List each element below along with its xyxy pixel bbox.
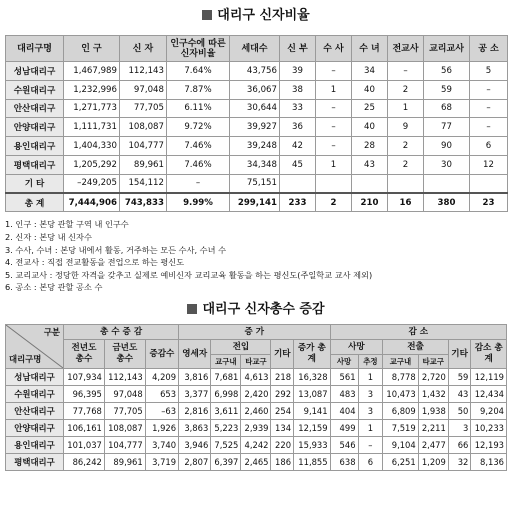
table-cell [316,174,352,193]
table-row [6,80,508,99]
vicariate-name-cell: 성남대리구 [6,62,64,81]
table-cell: 28 [352,137,388,156]
table-cell: 1,432 [418,386,448,403]
table-cell: – [316,62,352,81]
table-cell: 39 [280,62,316,81]
table-cell: 186 [271,454,294,471]
table-cell: 546 [330,437,358,454]
table-cell: 3 [358,386,383,403]
table-cell: 1 [388,99,424,118]
section1-title: 대리구 신자비율 [0,6,512,26]
table-cell: 30,644 [230,99,280,118]
table-cell: 1,232,996 [64,80,120,99]
header-estimated: 추정 [358,355,383,369]
table-cell: 2 [388,155,424,174]
table-header-row [6,325,507,340]
header-increase-total: 증가 총계 [294,340,331,369]
note-item: 3. 수사, 수녀 : 본당 내에서 활동, 거주하는 모든 수사, 수녀 수 [5,244,227,255]
table-cell: – [470,118,508,137]
table-cell: – [388,62,424,81]
table-cell: 16,328 [294,369,331,386]
table-cell: 1 [358,369,383,386]
table-cell: 1,404,330 [64,137,120,156]
vicariate-name-cell: 용인대리구 [6,137,64,156]
note-item: 1. 인구 : 본당 관할 구역 내 인구수 [5,219,129,230]
table-cell: 2 [388,137,424,156]
table-cell: 2,477 [418,437,448,454]
header-cell: 인 구 [64,36,120,62]
table-cell: 34,348 [230,155,280,174]
header-other: 기타 [448,340,471,369]
table-cell: – [316,118,352,137]
table-cell: 50 [448,403,471,420]
table-cell: – [470,80,508,99]
table-cell: 97,048 [104,386,145,403]
table-cell: – [167,174,230,193]
table-cell: 89,961 [104,454,145,471]
table-cell: 220 [271,437,294,454]
table-cell: 36,067 [230,80,280,99]
table-cell: 45 [280,155,316,174]
table-cell: 77,768 [64,403,105,420]
table-cell: 6,251 [383,454,418,471]
table-cell: 112,143 [104,369,145,386]
table-cell: 1,111,731 [64,118,120,137]
table-cell: 9,104 [383,437,418,454]
header-in-diocese: 교구내 [211,355,241,369]
notes [5,218,512,298]
header-cell: 대리구명 [6,36,64,62]
header-other: 기타 [271,340,294,369]
table-cell: 97,048 [120,80,167,99]
table-cell [280,174,316,193]
table-cell: 33 [280,99,316,118]
table-cell: 1 [316,155,352,174]
table-cell: 6 [470,137,508,156]
table-cell: 40 [352,118,388,137]
table-cell: 299,141 [230,193,280,212]
table-cell: 68 [424,99,470,118]
table-cell: 77,705 [104,403,145,420]
table-cell: 1,938 [418,403,448,420]
table-cell: 1 [316,80,352,99]
table-cell: 404 [330,403,358,420]
table-cell: – [470,99,508,118]
table-cell: 499 [330,420,358,437]
header-cell: 세대수 [230,36,280,62]
table-cell: 2 [388,80,424,99]
table-cell: –249,205 [64,174,120,193]
vicariate-name-cell: 용인대리구 [6,437,64,454]
table-cell: 10,233 [471,420,507,437]
table-cell: 1,467,989 [64,62,120,81]
table-cell: –63 [145,403,178,420]
vicariate-name-cell: 성남대리구 [6,369,64,386]
table-cell: 104,777 [120,137,167,156]
table-cell: 77,705 [120,99,167,118]
group-header-total-change: 총 수 증 감 [64,325,179,340]
table-cell: 43,756 [230,62,280,81]
table-cell: 101,037 [64,437,105,454]
table-cell: 1,209 [418,454,448,471]
table-cell: 2,211 [418,420,448,437]
vicariate-name-cell: 안산대리구 [6,403,64,420]
corner-header-bottom: 대리구명 [9,354,42,365]
table-cell: 483 [330,386,358,403]
header-cell: 수 녀 [352,36,388,62]
table-cell: 6,998 [211,386,241,403]
table-row [6,155,508,174]
table-cell: 6,397 [211,454,241,471]
table-row [6,403,507,420]
header-this-year: 금년도 총수 [104,340,145,369]
table-cell: 77 [424,118,470,137]
vicariate-believer-change-table [5,324,507,471]
table-row [6,62,508,81]
table-cell: 2 [316,193,352,212]
table-cell [424,174,470,193]
table-cell: 2,807 [179,454,211,471]
table-cell: 75,151 [230,174,280,193]
header-cell: 전교사 [388,36,424,62]
table-cell: 107,934 [64,369,105,386]
table-cell: 4,242 [241,437,271,454]
table-cell: 2,460 [241,403,271,420]
table-cell: 40 [352,80,388,99]
table-row [6,118,508,137]
table-cell: 7.46% [167,137,230,156]
vicariate-name-cell: 수원대리구 [6,386,64,403]
table-cell: 8,778 [383,369,418,386]
table-cell: 3,816 [179,369,211,386]
table-cell: 108,087 [104,420,145,437]
table-cell: 108,087 [120,118,167,137]
total-row [6,193,508,212]
table-cell: 743,833 [120,193,167,212]
table-cell: – [316,99,352,118]
corner-header-cell [6,325,64,369]
corner-header-top: 구분 [43,327,61,338]
table-cell: 38 [280,80,316,99]
table-cell: 9 [388,118,424,137]
table-cell: 9.99% [167,193,230,212]
table-cell: 66 [448,437,471,454]
table-cell: 3 [358,403,383,420]
header-move-out: 전출 [383,340,449,355]
header-cell: 교리교사 [424,36,470,62]
table-cell: 3,719 [145,454,178,471]
vicariate-name-cell: 안산대리구 [6,99,64,118]
header-adult-baptism: 영세자 [179,340,211,369]
table-cell: 5 [470,62,508,81]
vicariate-believer-ratio-table [5,35,508,212]
table-cell: 1,271,773 [64,99,120,118]
table-cell: 1,926 [145,420,178,437]
header-out-diocese: 타교구 [241,355,271,369]
table-cell: 12,434 [471,386,507,403]
table-cell: 210 [352,193,388,212]
table-cell: 34 [352,62,388,81]
header-death-sub: 사망 [330,355,358,369]
table-cell: 43 [448,386,471,403]
table-cell: 39,248 [230,137,280,156]
table-cell: 6,809 [383,403,418,420]
table-cell: – [358,437,383,454]
table-cell: 292 [271,386,294,403]
table-cell [470,174,508,193]
table-cell: 9.72% [167,118,230,137]
vicariate-name-cell: 안양대리구 [6,420,64,437]
table-cell: 11,855 [294,454,331,471]
table-cell: 1,205,292 [64,155,120,174]
table-cell: 59 [448,369,471,386]
table-cell: 59 [424,80,470,99]
header-cell: 신 자 [120,36,167,62]
header-cell: 공 소 [470,36,508,62]
table-cell: 23 [470,193,508,212]
table-cell: – [316,137,352,156]
table-cell: 2,420 [241,386,271,403]
table-cell: 7,681 [211,369,241,386]
vicariate-name-cell: 평택대리구 [6,454,64,471]
table-header-row [6,340,507,355]
table-cell: 3 [448,420,471,437]
table-row [6,420,507,437]
header-decrease-total: 감소 총계 [471,340,507,369]
table-cell [352,174,388,193]
table-cell: 2,939 [241,420,271,437]
table-cell: 56 [424,62,470,81]
table-cell: 3,611 [211,403,241,420]
table-cell: 3,946 [179,437,211,454]
table-cell: 2,816 [179,403,211,420]
table-body [6,369,507,471]
vicariate-name-cell: 총 계 [6,193,64,212]
table-cell: 7,525 [211,437,241,454]
table-cell: 218 [271,369,294,386]
table-cell: 6 [358,454,383,471]
header-cell: 신 부 [280,36,316,62]
table-cell: 2,720 [418,369,448,386]
square-bullet-icon [187,304,197,314]
table-cell: 90 [424,137,470,156]
table-row [6,174,508,193]
table-cell: 5,223 [211,420,241,437]
table-cell [388,174,424,193]
square-bullet-icon [202,10,212,20]
table-row [6,437,507,454]
table-cell: 112,143 [120,62,167,81]
table-cell: 15,933 [294,437,331,454]
table-cell: 254 [271,403,294,420]
note-item: 6. 공소 : 본당 관할 공소 수 [5,282,103,293]
table-cell: 3,740 [145,437,178,454]
table-header-row [6,36,508,62]
header-death: 사망 [330,340,383,355]
table-cell: 12,193 [471,437,507,454]
table-cell: 32 [448,454,471,471]
table-cell: 4,613 [241,369,271,386]
header-out-diocese: 타교구 [418,355,448,369]
note-item: 2. 신자 : 본당 내 신자수 [5,231,92,242]
table-cell: 25 [352,99,388,118]
table-cell: 86,242 [64,454,105,471]
table-cell: 7.46% [167,155,230,174]
table-cell: 9,204 [471,403,507,420]
header-in-diocese: 교구내 [383,355,418,369]
table-cell: 134 [271,420,294,437]
header-cell: 수 사 [316,36,352,62]
table-cell: 13,087 [294,386,331,403]
table-row [6,99,508,118]
table-cell: 7,519 [383,420,418,437]
table-cell: 2,465 [241,454,271,471]
vicariate-name-cell: 평택대리구 [6,155,64,174]
table-cell: 12,159 [294,420,331,437]
table-cell: 638 [330,454,358,471]
table-cell: 43 [352,155,388,174]
table-cell: 7.87% [167,80,230,99]
table-cell: 96,395 [64,386,105,403]
table-cell: 3,863 [179,420,211,437]
table-cell: 8,136 [471,454,507,471]
table-cell: 9,141 [294,403,331,420]
table-cell: 3,377 [179,386,211,403]
table-row [6,137,508,156]
table-row [6,369,507,386]
vicariate-name-cell: 안양대리구 [6,118,64,137]
vicariate-name-cell: 수원대리구 [6,80,64,99]
table-cell: 104,777 [104,437,145,454]
table-row [6,454,507,471]
header-cell: 인구수에 따른 신자비율 [167,36,230,62]
table-cell: 561 [330,369,358,386]
section2-title: 대리구 신자총수 증감 [0,300,512,320]
table-row [6,386,507,403]
table-cell: 16 [388,193,424,212]
group-header-decrease: 감 소 [330,325,506,340]
table-cell: 89,961 [120,155,167,174]
table-cell: 10,473 [383,386,418,403]
table-cell: 106,161 [64,420,105,437]
group-header-increase: 증 가 [179,325,331,340]
table-cell: 39,927 [230,118,280,137]
table-cell: 1 [358,420,383,437]
table-cell: 12,119 [471,369,507,386]
header-move-in: 전입 [211,340,271,355]
header-change-count: 증감수 [145,340,178,369]
table-cell: 6.11% [167,99,230,118]
note-item: 4. 전교사 : 직접 전교활동을 전업으로 하는 평신도 [5,257,185,268]
table-cell: 4,209 [145,369,178,386]
note-item: 5. 교리교사 : 정당한 자격을 갖추고 실제로 예비신자 교리교육 활동을 하는 평신도(주일학교 교사 제외) [5,269,373,280]
header-prev-year: 전년도 총수 [64,340,105,369]
table-cell: 42 [280,137,316,156]
table-cell: 233 [280,193,316,212]
table-cell: 154,112 [120,174,167,193]
table-cell: 380 [424,193,470,212]
table-cell: 7.64% [167,62,230,81]
table-cell: 36 [280,118,316,137]
table-cell: 12 [470,155,508,174]
vicariate-name-cell: 기 타 [6,174,64,193]
table-cell: 653 [145,386,178,403]
table-body [6,62,508,212]
table-cell: 30 [424,155,470,174]
table-cell: 7,444,906 [64,193,120,212]
